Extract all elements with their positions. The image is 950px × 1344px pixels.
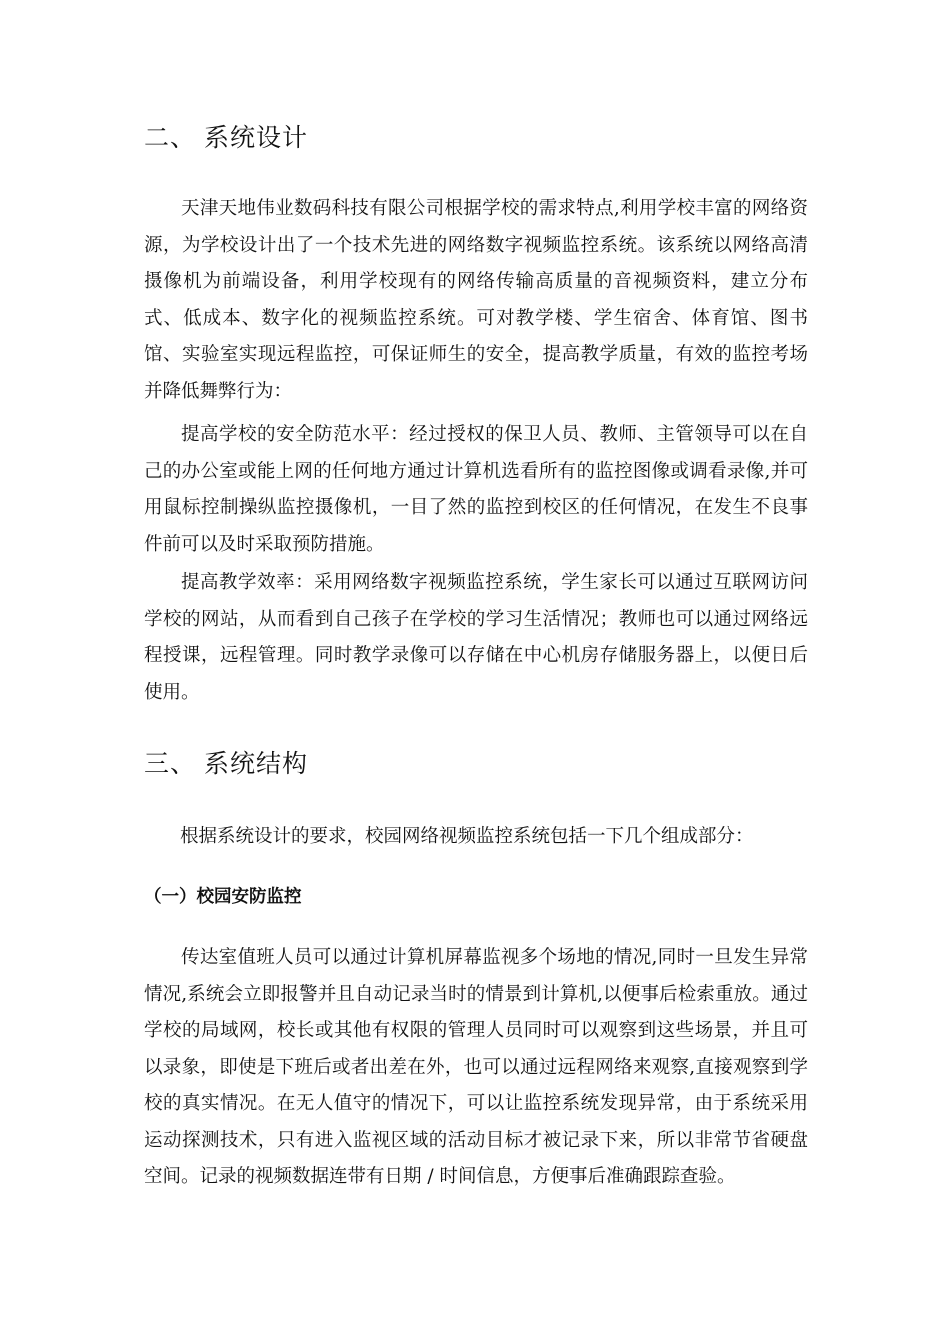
paragraph-teaching-efficiency: 提高教学效率：采用网络数字视频监控系统，学生家长可以通过互联网访问学校的网站，从而看到自己孩子在学校的学习生活情况；教师也可以通过网络远程授课，远程管理。同时教学录像可以存储在中心机房存储服务器上，以便日后使用。 <box>144 572 808 703</box>
section-title: 系统设计 <box>204 123 309 152</box>
paragraph-security-level: 提高学校的安全防范水平：经过授权的保卫人员、教师、主管领导可以在自己的办公室或能上网的任何地方通过计算机选看所有的监控图像或调看录像,并可用鼠标控制操纵监控摄像机，一目了然的监控到校区的任何情况，在发生不良事件前可以及时采取预防措施。 <box>144 424 808 555</box>
section-title: 系统结构 <box>204 749 309 778</box>
paragraph-campus-security: 传达室值班人员可以通过计算机屏幕监视多个场地的情况,同时一旦发生异常情况,系统会立即报警并且自动记录当时的情景到计算机,以便事后检索重放。通过学校的局域网，校长或其他有权限的管理人员同时可以观察到这些场景，并且可以录象，即使是下班后或者出差在外，也可以通过远程网络来观察,直接观察到学校的真实情况。在无人值守的情况下，可以让监控系统发现异常，由于系统采用运动探测技术，只有进入监视区域的活动目标才被记录下来，所以非常节省硬盘空间。记录的视频数据连带有日期 / 时间信息，方便事后准确跟踪查验。 <box>144 947 808 1187</box>
paragraph-structure-intro: 根据系统设计的要求，校园网络视频监控系统包括一下几个组成部分： <box>180 826 754 847</box>
section-number: 二、 <box>144 123 197 152</box>
paragraph-system-design-overview: 天津天地伟业数码科技有限公司根据学校的需求特点,利用学校丰富的网络资源，为学校设计出了一个技术先进的网络数字视频监控系统。该系统以网络高清摄像机为前端设备，利用学校现有的网络传输高质量的音视频资料，建立分布式、低成本、数字化的视频监控系统。可对教学楼、学生宿舍、体育馆、图书馆、实验室实现远程监控，可保证师生的安全，提高教学质量，有效的监控考场并降低舞弊行为： <box>144 198 808 402</box>
section-heading-system-structure <box>144 744 308 780</box>
subsection-heading-campus-security: （一）校园安防监控 <box>144 887 302 907</box>
section-heading-system-design <box>144 118 308 154</box>
section-number: 三、 <box>144 749 197 778</box>
